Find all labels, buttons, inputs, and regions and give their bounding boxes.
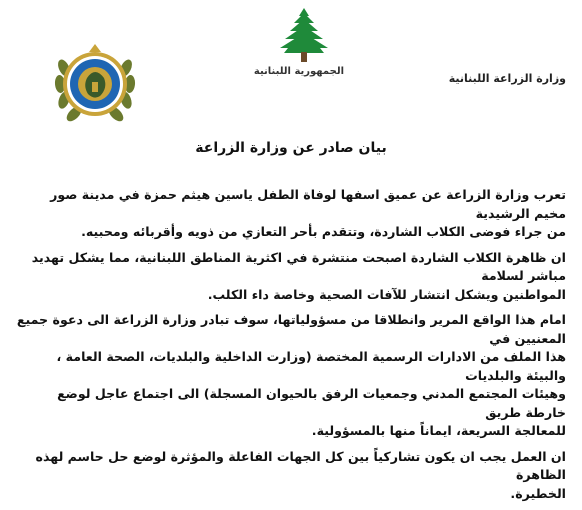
paragraph-3 xyxy=(14,311,566,441)
paragraph-line: ان ظاهرة الكلاب الشاردة اصبحت منتشرة في اكثرية المناطق اللبنانية، مما يشكل تهديد مباشر لسلامة xyxy=(31,249,566,283)
ministry-label: وزارة الزراعة اللبنانية xyxy=(448,72,566,85)
paragraph-line: المواطنين ويشكل انتشار للآفات الصحية وخاصة داء الكلب. xyxy=(207,286,566,302)
paragraph-line: من جراء فوضى الكلاب الشاردة، وتتقدم بأحر التعازي من ذويه وأقربائه ومحبيه. xyxy=(81,224,566,239)
republic-label: الجمهورية اللبنانية xyxy=(253,66,344,77)
paragraph-line: هذا الملف من الادارات الرسمية المختصة (وزارت الداخلية والبلديات، الصحة العامة ، والبيئة والبلديات xyxy=(56,349,566,383)
paragraph-line: وهيئات المجتمع المدني وجمعيات الرفق بالحيوان المسجلة) الى اجتماع عاجل لوضع خارطة طريق xyxy=(57,386,566,420)
statement-title: بيان صادر عن وزارة الزراعة xyxy=(195,140,387,156)
paragraph-line: للمعالجة السريعة، ايماناً منها بالمسؤولية. xyxy=(311,423,566,438)
ministry-seal-icon xyxy=(52,38,138,130)
cedar-tree-emblem-icon xyxy=(278,6,330,64)
paragraph-line: تعرب وزارة الزراعة عن عميق اسفها لوفاة الطفل ياسين هيثم حمزة في مدينة صور مخيم الرشيدية xyxy=(50,187,566,221)
paragraph-line: ان العمل يجب ان يكون تشاركياً بين كل الجهات الفاعلة والمؤثرة لوضع حل حاسم لهذه الظاهرة xyxy=(35,448,566,482)
paragraph-line: الخطيرة. xyxy=(510,485,566,501)
paragraph-2 xyxy=(14,249,566,305)
paragraph-4 xyxy=(14,448,566,504)
paragraph-1 xyxy=(14,186,566,242)
paragraph-line: امام هذا الواقع المرير وانطلاقا من مسؤولياتها، سوف تبادر وزارة الزراعة الى دعوة جميع المعنيين في xyxy=(16,312,566,346)
statement-body xyxy=(14,186,566,510)
